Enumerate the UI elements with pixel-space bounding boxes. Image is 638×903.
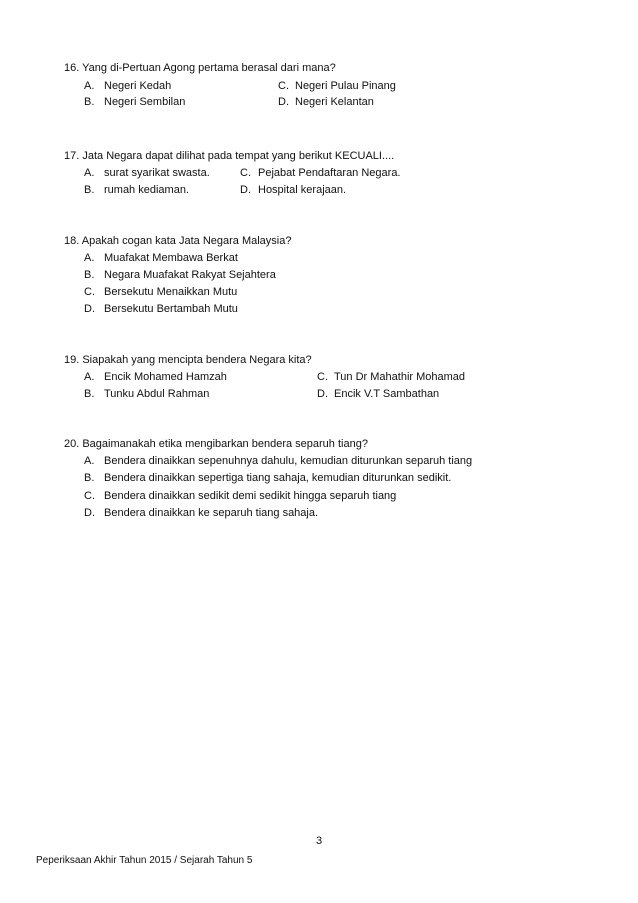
question-19-option-a-letter: A. — [84, 371, 95, 383]
question-18-option-b-letter: B. — [84, 269, 95, 281]
question-16-option-c-text: Negeri Pulau Pinang — [295, 80, 396, 92]
page-number: 3 — [316, 835, 323, 847]
question-17-option-d-text: Hospital kerajaan. — [258, 184, 347, 196]
question-20-option-a-letter: A. — [84, 455, 95, 467]
question-16-option-d-letter: D. — [278, 96, 289, 108]
question-20-option-b-text: Bendera dinaikkan sepertiga tiang sahaja, kemudian diturunkan sedikit. — [104, 472, 452, 484]
question-17-option-a-text: surat syarikat swasta. — [104, 167, 210, 179]
question-20-stem: 20. Bagaimanakah etika mengibarkan bendera separuh tiang? — [64, 438, 368, 450]
question-20-option-d-text: Bendera dinaikkan ke separuh tiang sahaja. — [104, 507, 319, 519]
question-17-option-c-letter: C. — [240, 167, 251, 179]
page-footer: Peperiksaan Akhir Tahun 2015 / Sejarah Tahun 5 — [36, 855, 253, 866]
question-16-option-c-letter: C. — [278, 80, 289, 92]
question-16-option-d-text: Negeri Kelantan — [295, 96, 374, 108]
question-19-option-a-text: Encik Mohamed Hamzah — [104, 371, 227, 383]
question-19-stem: 19. Siapakah yang mencipta bendera Negara kita? — [64, 354, 312, 366]
question-19-option-c-letter: C. — [317, 371, 328, 383]
question-18-option-d-text: Bersekutu Bertambah Mutu — [104, 303, 238, 315]
question-18-option-a-letter: A. — [84, 252, 95, 264]
question-18-option-a-text: Muafakat Membawa Berkat — [104, 252, 238, 264]
question-19-option-c-text: Tun Dr Mahathir Mohamad — [334, 371, 466, 383]
question-18-stem: 18. Apakah cogan kata Jata Negara Malaysia? — [64, 235, 292, 247]
question-20-option-b-letter: B. — [84, 472, 95, 484]
question-17-option-b-text: rumah kediaman. — [104, 184, 189, 196]
question-18-option-c-text: Bersekutu Menaikkan Mutu — [104, 286, 238, 298]
question-20-option-d-letter: D. — [84, 507, 95, 519]
question-20-option-c-letter: C. — [84, 490, 95, 502]
question-17-option-a-letter: A. — [84, 167, 95, 179]
question-19-option-d-text: Encik V.T Sambathan — [334, 388, 440, 400]
question-17-option-d-letter: D. — [240, 184, 251, 196]
question-18-option-b-text: Negara Muafakat Rakyat Sejahtera — [104, 269, 276, 281]
question-20-option-a-text: Bendera dinaikkan sepenuhnya dahulu, kemudian diturunkan separuh tiang — [104, 455, 473, 467]
question-16-option-a-text: Negeri Kedah — [104, 80, 172, 92]
question-20-option-c-text: Bendera dinaikkan sedikit demi sedikit hingga separuh tiang — [104, 490, 397, 502]
question-19-option-b-letter: B. — [84, 388, 95, 400]
question-16-option-a-letter: A. — [84, 80, 95, 92]
question-16-option-b-letter: B. — [84, 96, 95, 108]
question-17-option-b-letter: B. — [84, 184, 95, 196]
question-17-option-c-text: Pejabat Pendaftaran Negara. — [258, 167, 401, 179]
question-17-stem: 17. Jata Negara dapat dilihat pada tempat yang berikut KECUALI.... — [64, 150, 395, 162]
question-18-option-d-letter: D. — [84, 303, 95, 315]
question-18-option-c-letter: C. — [84, 286, 95, 298]
question-16-stem: 16. Yang di-Pertuan Agong pertama berasal dari mana? — [64, 62, 336, 74]
question-19-option-d-letter: D. — [317, 388, 328, 400]
question-19-option-b-text: Tunku Abdul Rahman — [104, 388, 210, 400]
question-16-option-b-text: Negeri Sembilan — [104, 96, 186, 108]
